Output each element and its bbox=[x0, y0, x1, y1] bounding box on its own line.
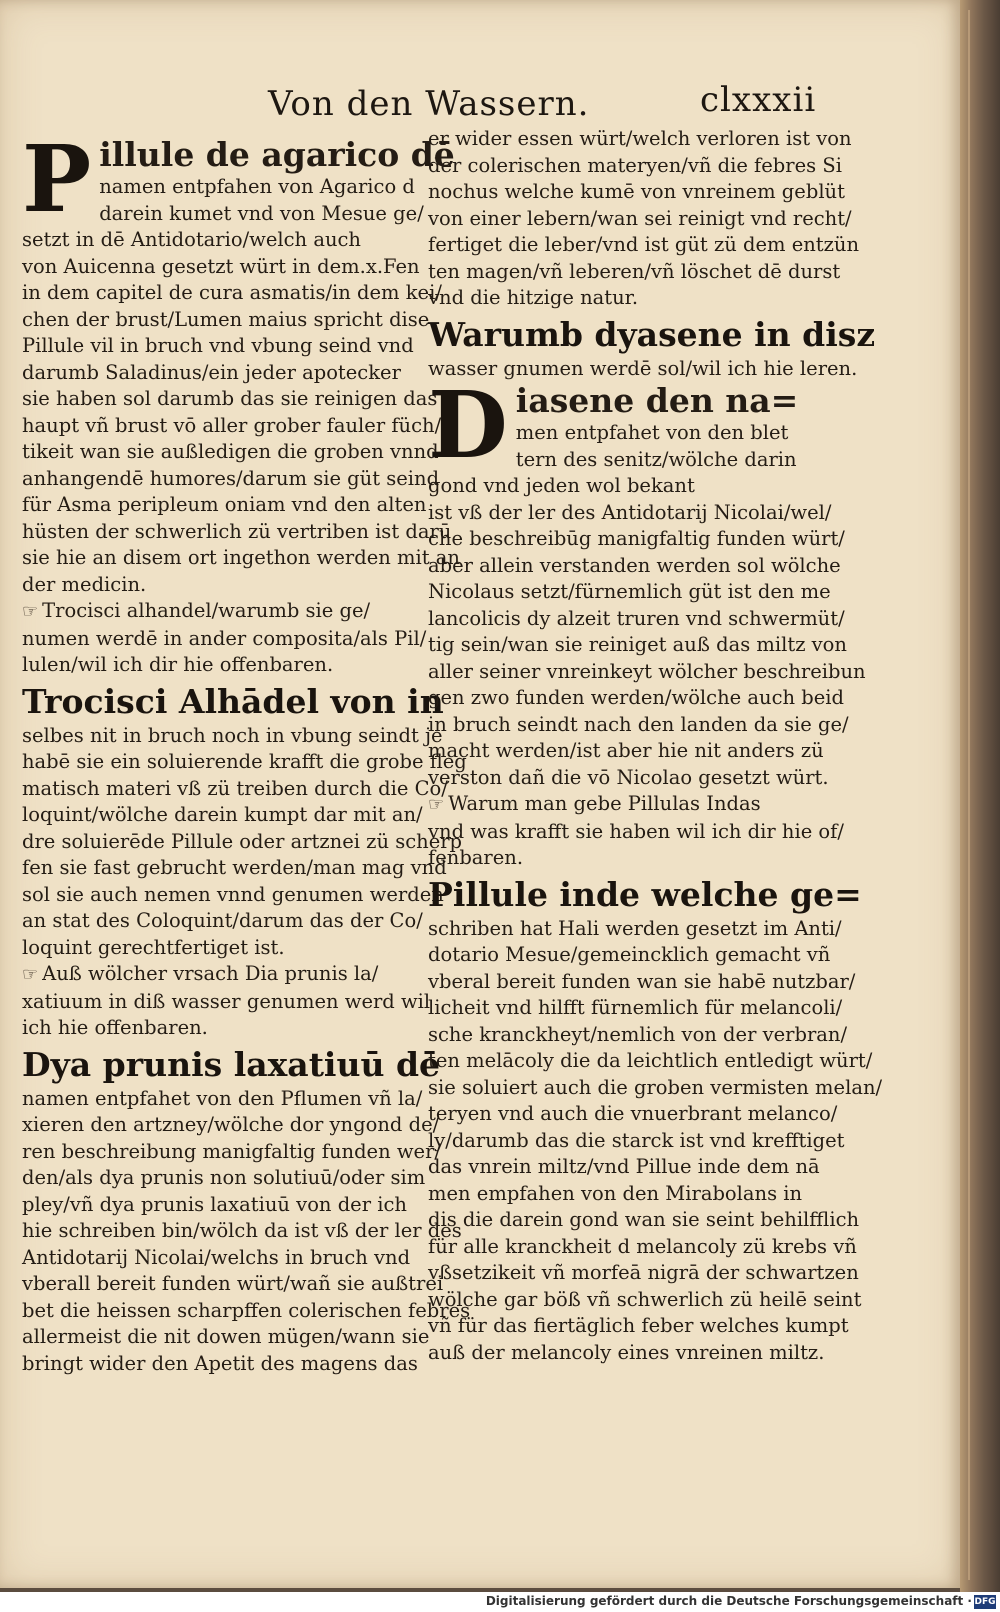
dfg-logo: DFG bbox=[974, 1597, 996, 1607]
text-line: dis die darein gond wan sie seint behilfflich bbox=[428, 1208, 860, 1231]
section-heading: iasene den na= bbox=[515, 381, 799, 420]
note-line bbox=[428, 845, 818, 872]
text-line: pley/vñ dya prunis laxatiuū von der ich bbox=[22, 1192, 407, 1216]
text-line: dre soluierēde Pillule oder artznei zü scherp bbox=[22, 829, 463, 853]
note-text: Warum man gebe Pillulas Indas bbox=[448, 792, 761, 815]
right-column bbox=[428, 126, 883, 1366]
note-text: lulen/wil ich dir hie offenbaren. bbox=[22, 653, 334, 676]
page-edge-line bbox=[968, 10, 970, 1580]
text-line: namen entpfahet von den Pflumen vñ la/ bbox=[22, 1086, 423, 1110]
text-line: vberal bereit funden wan sie habē nutzbar/ bbox=[428, 969, 856, 993]
text-line: vñ für das fiertäglich feber welches kumpt bbox=[428, 1314, 849, 1337]
text-line: namen entpfahen von Agarico d bbox=[99, 175, 415, 198]
text-line: Pillule vil in bruch vnd vbung seind vnd bbox=[22, 334, 414, 357]
text-line: men empfahen von den Mirabolans in bbox=[428, 1181, 803, 1205]
section-heading: illule de agarico dē bbox=[99, 135, 455, 174]
text-line: aller seiner vnreinkeyt wölcher beschreibun bbox=[428, 659, 866, 683]
note-line bbox=[22, 961, 410, 989]
pointing-hand-icon: ☞ bbox=[22, 964, 39, 985]
text-line: aber allein verstanden werden sol wölche bbox=[428, 553, 841, 577]
text-line: er wider essen würt/welch verloren ist von bbox=[428, 127, 852, 150]
text-line: dotario Mesue/gemeincklich gemacht vñ bbox=[428, 943, 831, 966]
note-text: fenbaren. bbox=[428, 846, 524, 869]
text-line: gond vnd jeden wol bekant bbox=[428, 474, 695, 497]
text-line: ten melācoly die da leichtlich entledigt würt/ bbox=[428, 1049, 873, 1072]
text-line: anhangendē humores/darum sie güt seind bbox=[22, 466, 440, 490]
text-line: darumb Saladinus/ein jeder apotecker bbox=[22, 360, 401, 384]
text-line: loquint/wölche darein kumpt dar mit an/ bbox=[22, 803, 423, 826]
text-line: setzt in dē Antidotario/welch auch bbox=[22, 228, 361, 251]
text-line: ten magen/vñ leberen/vñ löschet dē durst bbox=[428, 259, 841, 283]
text-line: sol sie auch nemen vnnd genumen werden bbox=[22, 882, 444, 906]
note-line bbox=[428, 819, 844, 846]
text-line: schriben hat Hali werden gesetzt im Anti/ bbox=[428, 916, 842, 940]
text-line: licheit vnd hilfft fürnemlich für melancoli/ bbox=[428, 996, 843, 1019]
note-line bbox=[22, 598, 410, 626]
text-line: vnd die hitzige natur. bbox=[428, 286, 639, 309]
text-line: bet die heissen scharpffen colerischen febres bbox=[22, 1298, 471, 1322]
footer-credit: Digitalisierung gefördert durch die Deutsche Forschungsgemeinschaft · bbox=[485, 1594, 972, 1608]
text-line: fertiget die leber/vnd ist güt zü dem entzün bbox=[428, 233, 860, 256]
text-line: teryen vnd auch die vnuerbrant melanco/ bbox=[428, 1102, 838, 1125]
text-line: in dem capitel de cura asmatis/in dem kei/ bbox=[22, 281, 442, 304]
text-line: vberall bereit funden würt/wañ sie außtrei bbox=[22, 1272, 444, 1295]
dropcap-initial: P bbox=[22, 125, 92, 233]
text-line: sie soluiert auch die groben vermisten melan/ bbox=[428, 1075, 883, 1099]
text-line: sche kranckheyt/nemlich von der verbran/ bbox=[428, 1022, 848, 1046]
pointing-hand-icon: ☞ bbox=[22, 601, 39, 622]
text-line: von Auicenna gesetzt würt in dem.x.Fen bbox=[22, 254, 420, 278]
text-line: tern des senitz/wölche darin bbox=[515, 447, 797, 471]
section-heading: Dya prunis laxatiuū dē bbox=[22, 1044, 441, 1084]
text-line: allermeist die nit dowen mügen/wann sie bbox=[22, 1325, 430, 1348]
note-text: ich hie offenbaren. bbox=[22, 1016, 208, 1039]
dropcap-initial: D bbox=[428, 371, 508, 479]
note-text: numen werdē in ander composita/als Pil/ bbox=[22, 626, 427, 650]
text-line: der colerischen materyen/vñ die febres Si bbox=[428, 153, 842, 177]
text-line: sie haben sol darumb das sie reinigen das bbox=[22, 387, 438, 410]
note-text: Trocisci alhandel/warumb sie ge/ bbox=[42, 599, 371, 622]
left-column bbox=[22, 125, 471, 1377]
text-line: ly/darumb das die starck ist vnd krefftiget bbox=[428, 1128, 845, 1152]
text-line: verston dañ die vō Nicolao gesetzt würt. bbox=[428, 765, 829, 789]
section-heading: Warumb dyasene in disz bbox=[428, 314, 876, 354]
note-line bbox=[22, 989, 431, 1016]
running-head: Von den Wassern. bbox=[268, 84, 590, 124]
note-line bbox=[428, 791, 818, 819]
text-line: tikeit wan sie außledigen die groben vnnd bbox=[22, 440, 439, 463]
text-line: Antidotarij Nicolai/welchs in bruch vnd bbox=[22, 1245, 411, 1269]
text-line: lancolicis dy alzeit truren vnd schwermüt/ bbox=[428, 606, 845, 630]
text-line: darein kumet vnd von Mesue ge/ bbox=[99, 201, 424, 225]
text-line: von einer lebern/wan sei reinigt vnd recht/ bbox=[428, 206, 852, 230]
note-line bbox=[22, 626, 427, 653]
section-heading: Pillule inde welche ge= bbox=[428, 874, 862, 914]
text-line: gen zwo funden werden/wölche auch beid bbox=[428, 686, 844, 709]
text-line: das vnrein miltz/vnd Pillue inde dem nā bbox=[428, 1155, 820, 1178]
text-line: men entpfahet von den blet bbox=[515, 421, 789, 444]
note-text: vnd was krafft sie haben wil ich dir hie of/ bbox=[428, 819, 844, 843]
text-line: selbes nit in bruch noch in vbung seindt je bbox=[22, 723, 443, 747]
pointing-hand-icon: ☞ bbox=[428, 794, 445, 815]
text-line: nochus welche kumē von vnreinem geblüt bbox=[428, 180, 845, 203]
footer-bar bbox=[0, 1592, 1000, 1612]
text-line: haupt vñ brust vō aller grober fauler füch/ bbox=[22, 413, 442, 437]
text-line: Nicolaus setzt/fürnemlich güt ist den me bbox=[428, 580, 831, 603]
text-line: bringt wider den Apetit des magens das bbox=[22, 1351, 418, 1375]
note-line bbox=[22, 652, 410, 679]
folio-number: clxxxii bbox=[700, 80, 817, 120]
text-line: auß der melancoly eines vnreinen miltz. bbox=[428, 1340, 825, 1364]
text-line: den/als dya prunis non solutiuū/oder sim bbox=[22, 1166, 426, 1189]
section-heading: Trocisci Alhādel von in bbox=[22, 681, 444, 721]
text-line: in bruch seindt nach den landen da sie ge/ bbox=[428, 712, 849, 736]
text-line: wölche gar böß vñ schwerlich zü heilē seint bbox=[428, 1287, 862, 1311]
text-line: sie hie an disem ort ingethon werden mit an bbox=[22, 546, 460, 569]
text-line: fen sie fast gebrucht werden/man mag vnd bbox=[22, 856, 447, 879]
text-line: ist vß der ler des Antidotarij Nicolai/wel/ bbox=[428, 500, 832, 524]
text-line: tig sein/wan sie reiniget auß das miltz von bbox=[428, 633, 847, 656]
text-line: chen der brust/Lumen maius spricht dise bbox=[22, 307, 430, 331]
text-line: habē sie ein soluierende krafft die grobe fleg bbox=[22, 750, 467, 773]
text-line: hüsten der schwerlich zü vertriben ist darū bbox=[22, 519, 452, 543]
text-line: wasser gnumen werdē sol/wil ich hie leren. bbox=[428, 356, 858, 380]
dropcap-block bbox=[22, 125, 455, 254]
page-edge bbox=[960, 0, 1000, 1592]
text-line: che beschreibūg manigfaltig funden würt/ bbox=[428, 527, 845, 550]
text-line: der medicin. bbox=[22, 572, 147, 596]
text-line: hie schreiben bin/wölch da ist vß der ler des bbox=[22, 1219, 462, 1242]
text-line: vßsetzikeit vñ morfeā nigrā der schwartzen bbox=[428, 1261, 859, 1284]
dropcap-block bbox=[428, 371, 818, 500]
text-line: für alle kranckheit d melancoly zü krebs vñ bbox=[428, 1234, 857, 1258]
text-line: für Asma peripleum oniam vnd den alten bbox=[22, 493, 427, 516]
note-text: xatiuum in diß wasser genumen werd wil bbox=[22, 989, 431, 1013]
text-line: xieren den artzney/wölche dor yngond de/ bbox=[22, 1113, 440, 1136]
text-line: ren beschreibung manigfaltig funden wer/ bbox=[22, 1139, 441, 1163]
note-text: Auß wölcher vrsach Dia prunis la/ bbox=[42, 962, 379, 985]
text-line: an stat des Coloquint/darum das der Co/ bbox=[22, 909, 423, 932]
text-line: macht werden/ist aber hie nit anders zü bbox=[428, 739, 824, 762]
note-line bbox=[22, 1015, 410, 1042]
text-line: loquint gerechtfertiget ist. bbox=[22, 935, 285, 959]
text-line: matisch materi vß zü treiben durch die Co/ bbox=[22, 776, 448, 800]
